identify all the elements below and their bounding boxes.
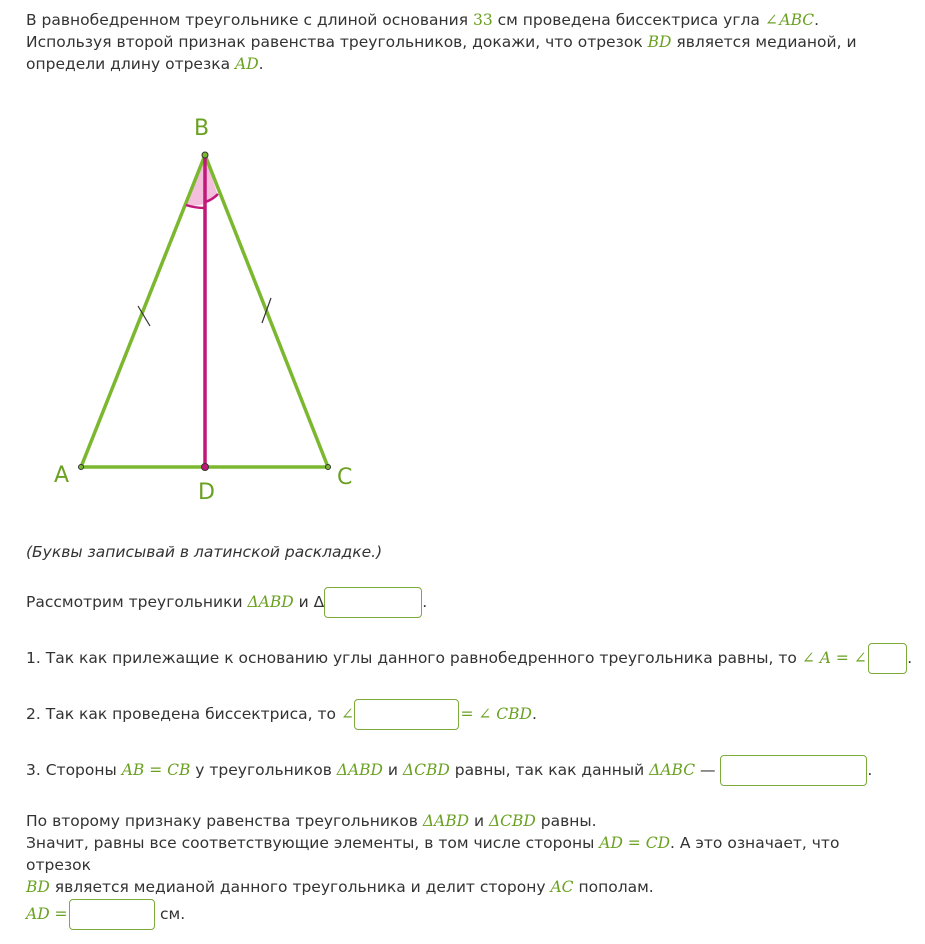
vertex-b — [202, 152, 208, 158]
ad-length-input[interactable] — [69, 899, 155, 930]
segment-name: AD — [235, 55, 259, 73]
tick-mark-ab — [138, 306, 150, 326]
text: у треугольников — [190, 761, 337, 779]
base-length: 33 — [472, 11, 493, 29]
angle-expression: = ∠ CBD — [460, 705, 532, 723]
segment-name: BD — [26, 878, 50, 896]
angle-answer-input[interactable] — [868, 643, 907, 674]
segment-name: AC — [550, 878, 574, 896]
consider-line — [26, 587, 427, 618]
label-b: B — [194, 116, 210, 141]
segment-name: BD — [647, 33, 672, 51]
step-1 — [26, 643, 912, 674]
problem-text: см проведена биссектриса угла — [492, 11, 765, 29]
text: Так как прилежащие к основанию углы данного равнобедренного треугольника равны, то — [40, 649, 802, 667]
unit-label: см. — [160, 905, 186, 923]
text: По второму признаку равенства треугольников — [26, 812, 423, 830]
step-number: 3. — [26, 761, 41, 779]
step-3 — [26, 755, 872, 786]
text: и Δ — [293, 593, 325, 611]
problem-text: . — [258, 55, 264, 73]
step-number: 2. — [26, 705, 41, 723]
label-c: C — [337, 465, 353, 490]
conclusion-line-1 — [26, 810, 906, 832]
label-d: D — [198, 480, 215, 505]
text: и — [382, 761, 403, 779]
angle-arc-left — [186, 205, 205, 208]
vertex-d — [202, 464, 209, 471]
step-2 — [26, 699, 537, 730]
conclusion-line-2 — [26, 832, 906, 876]
tick-mark-bc — [262, 298, 271, 323]
angle-sector — [186, 155, 218, 206]
triangle-name: ΔABD — [336, 761, 383, 779]
text: . — [867, 761, 873, 779]
triangle-name: ΔCBD — [488, 812, 536, 830]
text: пополам. — [573, 878, 654, 896]
conclusion-line-3 — [26, 876, 906, 898]
label-a: A — [54, 463, 70, 488]
vertex-a — [79, 465, 84, 470]
triangle-name: ΔABD — [247, 593, 294, 611]
problem-statement — [26, 9, 906, 75]
text: . — [531, 705, 537, 723]
answer-label: AD = — [26, 905, 68, 923]
triangle-name: ΔCBD — [402, 761, 450, 779]
angle-symbol: ∠ — [764, 11, 778, 29]
vertex-c — [326, 465, 331, 470]
text: равны, так как данный — [449, 761, 650, 779]
text: Стороны — [40, 761, 122, 779]
text: — — [695, 761, 721, 779]
sides-equation: AB = CB — [121, 761, 191, 779]
triangle-answer-input[interactable] — [324, 587, 422, 618]
layout-note: (Буквы записывай в латинской раскладке.) — [26, 543, 383, 561]
problem-text: является медианой, и определи длину отрезка — [26, 33, 857, 73]
angle-name: ABC — [779, 11, 815, 29]
text: . — [422, 593, 428, 611]
triangle-name: ΔABC — [649, 761, 696, 779]
angle-expression: ∠ A = ∠ — [801, 649, 867, 667]
text: равны. — [535, 812, 597, 830]
triangle-name: ΔABD — [422, 812, 470, 830]
text: . — [907, 649, 913, 667]
side-bc — [205, 155, 328, 467]
triangle-type-input[interactable] — [720, 755, 867, 786]
problem-text: В равнобедренном треугольнике с длиной основания — [26, 11, 473, 29]
conclusion — [26, 810, 906, 898]
problem-text: . Используя второй признак равенства треугольников, докажи, что отрезок — [26, 11, 820, 51]
text: является медианой данного треугольника и делит сторону — [49, 878, 551, 896]
answer-line — [26, 899, 185, 930]
bisected-angle-input[interactable] — [354, 699, 459, 730]
text: Рассмотрим треугольники — [26, 593, 248, 611]
text: . А это означает, что отрезок — [26, 834, 840, 874]
side-ab — [81, 155, 205, 467]
step-number: 1. — [26, 649, 41, 667]
sides-equation: AD = CD — [599, 834, 670, 852]
text: и — [469, 812, 489, 830]
angle-symbol: ∠ — [340, 705, 354, 723]
text: Значит, равны все соответствующие элементы, в том числе стороны — [26, 834, 600, 852]
angle-arc-right — [205, 194, 218, 202]
text: Так как проведена биссектриса, то — [40, 705, 341, 723]
